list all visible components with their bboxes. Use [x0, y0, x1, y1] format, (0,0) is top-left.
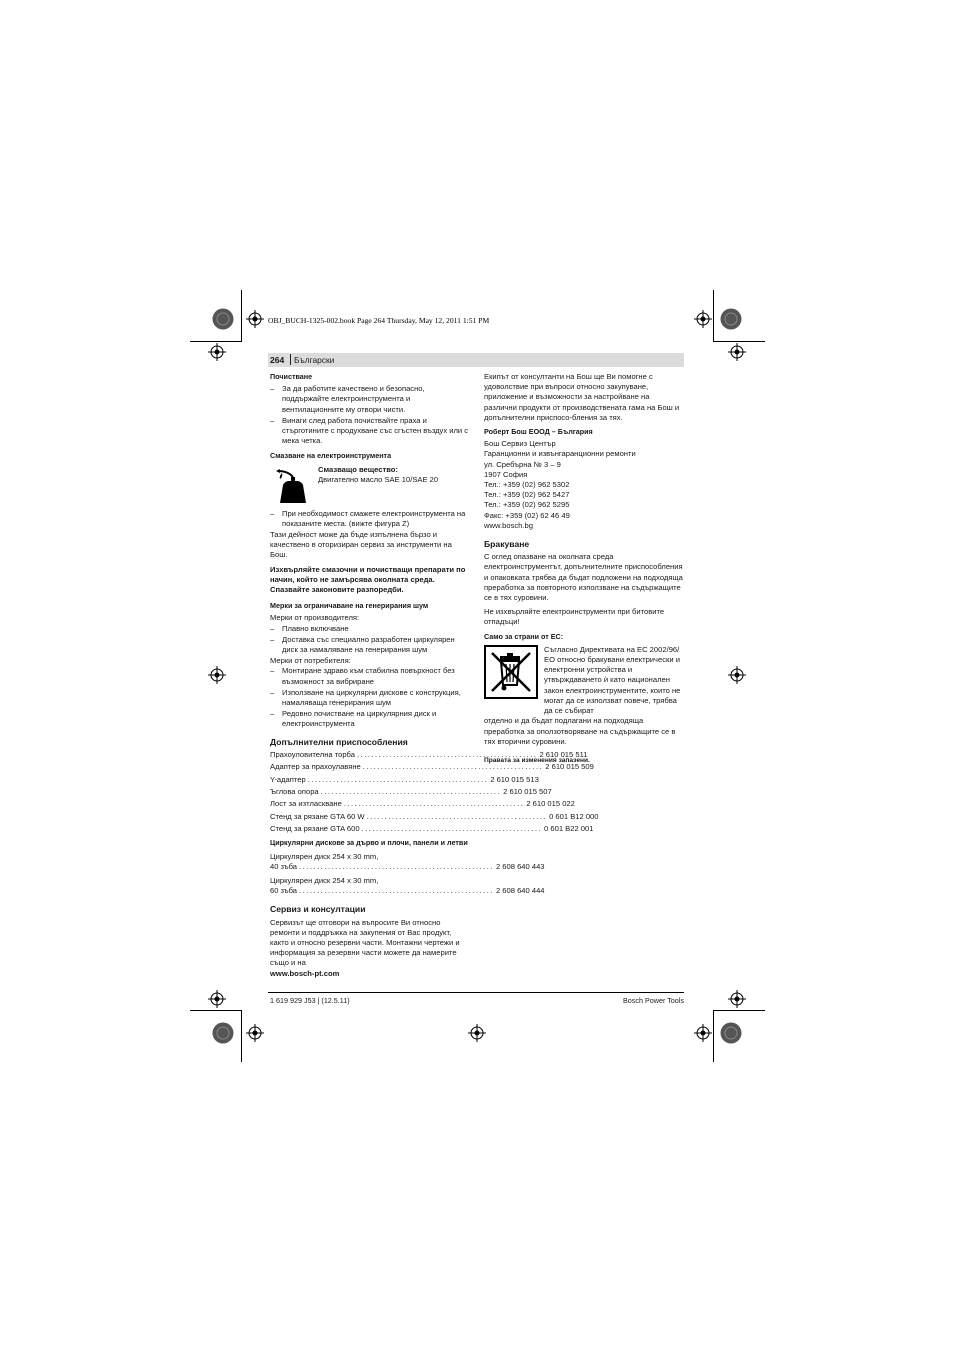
- list-item: – Винаги след работа почиствайте праха и стърготините с продухване със сгъстен въздух или с мека четка.: [270, 416, 469, 447]
- blade-line: Циркулярен диск 254 x 30 mm,: [270, 876, 379, 886]
- accessory-row: [270, 799, 575, 809]
- disposal-warning: Не изхвърляйте електроинструменти при битовите отпадъци!: [484, 607, 665, 627]
- service-title: Сервиз и консултации: [270, 904, 366, 915]
- list-item: – Плавно включване: [270, 624, 469, 634]
- registration-cross-icon: [468, 1024, 486, 1042]
- consult-text: Екипът от консултанти на Бош ще Ви помогне с удоволствие при въпроси относно закупуване, приложение и възможности за настройване на различни продукти от производствената гама на Бош и допълнителни приспосо-бления за тях.: [484, 372, 680, 422]
- blade-line: Циркулярен диск 254 x 30 mm,: [270, 851, 379, 861]
- leader-dots: ..................................................: [320, 787, 502, 797]
- registration-cross-icon: [694, 1024, 712, 1042]
- weee-block: [484, 645, 684, 716]
- noise-title: Мерки за ограничаване на генерирания шум: [270, 601, 429, 611]
- accessories-title: Допълнителни приспособления: [270, 736, 408, 747]
- list-item: – Редовно почистване на циркулярния диск и електроинструмента: [270, 709, 469, 729]
- accessory-label: Адаптер за прахоулавяне: [270, 762, 361, 772]
- accessory-number: 2 610 015 511: [539, 749, 588, 759]
- registration-cross-icon: [694, 310, 712, 328]
- accessory-number: 0 601 B12 000: [549, 811, 599, 821]
- blades-title: Циркулярни дискове за дърво и плочи, панели и летви: [270, 838, 468, 848]
- company-line: Факс: +359 (02) 62 46 49: [484, 510, 570, 520]
- leader-dots: ..................................................: [356, 749, 538, 759]
- crop-mark: [190, 341, 242, 342]
- lubrication-warning: Изхвърляйте смазочни и почистващи препарати по начин, който не замърсява околната среда. Спазвайте законовите разпоредби.: [270, 564, 466, 595]
- registration-cross-icon: [208, 666, 226, 684]
- footer-rule: [268, 992, 684, 993]
- accessory-row: [270, 787, 552, 797]
- accessory-label: Ъглова опора: [270, 787, 319, 797]
- oil-can-icon: [270, 465, 318, 505]
- print-slug: OBJ_BUCH-1325-002.book Page 264 Thursday, May 12, 2011 1:51 PM: [268, 316, 490, 325]
- company-line: 1907 София: [484, 469, 528, 479]
- disposal-text: С оглед опазване на околната среда електроинструментът, допълнителните приспособления и опаковката трябва да бъдат подложени на подходяща преработка за повторното използване на съдържащите се в тях суровини.: [484, 552, 683, 603]
- accessory-label: Лост за изтласкване: [270, 799, 342, 809]
- lubrication-title: Смазване на електроинструмента: [270, 451, 392, 461]
- company-line: Тел.: +359 (02) 962 5427: [484, 490, 570, 500]
- blade-row: [270, 886, 545, 896]
- leader-dots: ..................................................: [366, 811, 548, 821]
- registration-disc-icon: [720, 308, 742, 330]
- accessory-row: [270, 811, 599, 822]
- company-line: Гаранционни и извънгаранционни ремонти: [484, 449, 636, 459]
- noise-manufacturer-label: Мерки от производителя:: [270, 613, 360, 623]
- company-line: Тел.: +359 (02) 962 5295: [484, 500, 570, 510]
- company-url[interactable]: www.bosch.bg: [484, 520, 533, 530]
- accessory-label: Стенд за рязане GTA 600: [270, 824, 360, 834]
- accessory-number: 2 610 015 507: [503, 787, 552, 797]
- crop-mark: [713, 1010, 714, 1062]
- page-header: [268, 353, 684, 367]
- registration-cross-icon: [246, 1024, 264, 1042]
- leader-dots: ..................................................: [343, 799, 525, 809]
- crop-mark: [713, 290, 714, 342]
- accessory-label: Прахоуловителна торба: [270, 749, 355, 759]
- service-url[interactable]: www.bosch-pt.com: [270, 968, 340, 978]
- list-item: – За да работите качествено и безопасно, поддържайте електроинструмента и вентилационните му отвори чисти.: [270, 384, 469, 415]
- footer-brand: Bosch Power Tools: [623, 996, 684, 1005]
- company-line: Тел.: +359 (02) 962 5302: [484, 480, 570, 490]
- company-line: Бош Сервиз Център: [484, 439, 556, 449]
- accessory-row: [270, 749, 588, 760]
- registration-cross-icon: [728, 666, 746, 684]
- accessory-number: 2 610 015 513: [490, 774, 539, 784]
- lubricant-label: Смазващо вещество:: [318, 464, 398, 474]
- accessory-label: Y-адаптер: [270, 774, 306, 784]
- accessory-number: 2 610 015 022: [526, 799, 575, 809]
- list-item: – При необходимост смажете електроинструмента на показаните места. (вижте фигура Z): [270, 509, 469, 529]
- registration-disc-icon: [720, 1022, 742, 1044]
- list-item: – Използване на циркулярни дискове с конструкция, намаляваща генерирания шум: [270, 688, 469, 708]
- header-divider: [290, 354, 291, 365]
- registration-cross-icon: [208, 343, 226, 361]
- eu-text-full: отделно и да бъдат подлагани на подходяща преработка за оползотворяване на съдържащите се в тях вторични суровини.: [484, 716, 676, 746]
- accessory-row: [270, 774, 539, 785]
- company-line: ул. Сребърна № 3 – 9: [484, 459, 561, 469]
- lubrication-text: Тази дейност може да бъде изпълнена бързо и качествено в оторизиран сервиз за инструменти на Бош.: [270, 530, 452, 560]
- lubricant-value: Двигателно масло SAE 10/SAE 20: [318, 474, 439, 484]
- list-item: – Монтиране здраво към стабилна повърхност без възможност за вибриране: [270, 666, 469, 686]
- leader-dots: ..................................................: [362, 762, 544, 772]
- accessory-number: 0 601 B22 001: [544, 824, 594, 834]
- footer-code: 1 619 929 J53 | (12.5.11): [270, 996, 350, 1005]
- registration-cross-icon: [208, 990, 226, 1008]
- lubricant-block: [270, 465, 469, 505]
- service-text: Сервизът ще отговори на въпросите Ви относно ремонти и поддръжка на закупения от Вас продукт, както и относно резервни части. Монтажни чертежи и информация за резервни части можете да намерите също и на: [270, 917, 460, 968]
- company-title: Роберт Бош ЕООД – България: [484, 427, 593, 437]
- header-language: Български: [294, 355, 335, 365]
- cleaning-title: Почистване: [270, 372, 313, 381]
- leader-dots: ..................................................: [307, 774, 489, 784]
- eu-title: Само за страни от ЕС:: [484, 631, 564, 641]
- blade-label: 40 зъба: [270, 861, 298, 871]
- registration-cross-icon: [728, 343, 746, 361]
- blade-number: 2 608 640 444: [495, 886, 545, 896]
- right-column: [484, 372, 684, 768]
- crossed-bin-icon: [484, 645, 538, 699]
- accessory-label: Стенд за рязане GTA 60 W: [270, 811, 365, 821]
- registration-disc-icon: [212, 1022, 234, 1044]
- list-item: – Доставка със специално разработен циркулярен диск за намаляване на генерирания шум: [270, 635, 469, 655]
- leader-dots: ......................................................: [299, 861, 494, 871]
- rights-notice: Правата за изменения запазени.: [484, 756, 590, 764]
- crop-mark: [713, 1010, 765, 1011]
- accessory-number: 2 610 015 509: [545, 762, 594, 772]
- blade-number: 2 608 640 443: [495, 861, 545, 871]
- page-number: 264: [270, 355, 285, 365]
- crop-mark: [190, 1010, 242, 1011]
- crop-mark: [713, 341, 765, 342]
- lubricant-text: [318, 465, 438, 505]
- accessory-row: [270, 762, 594, 772]
- crop-mark: [241, 290, 242, 342]
- leader-dots: ......................................................: [299, 886, 494, 896]
- accessory-row: [270, 824, 594, 834]
- registration-cross-icon: [246, 310, 264, 328]
- disposal-title: Бракуване: [484, 539, 530, 550]
- registration-disc-icon: [212, 308, 234, 330]
- registration-cross-icon: [728, 990, 746, 1008]
- crop-mark: [241, 1010, 242, 1062]
- eu-text-side: Съгласно Директивата на ЕС 2002/96/ЕО относно бракувани електрически и електронни устройства и утвърждаването ѝ като национален закон електроинструментите, които не могат да се използват повече, трябва да се събират: [544, 644, 681, 716]
- blade-label: 60 зъба: [270, 886, 298, 896]
- noise-user-label: Мерки от потребителя:: [270, 656, 351, 666]
- blade-row: [270, 861, 545, 872]
- leader-dots: ..................................................: [361, 824, 543, 834]
